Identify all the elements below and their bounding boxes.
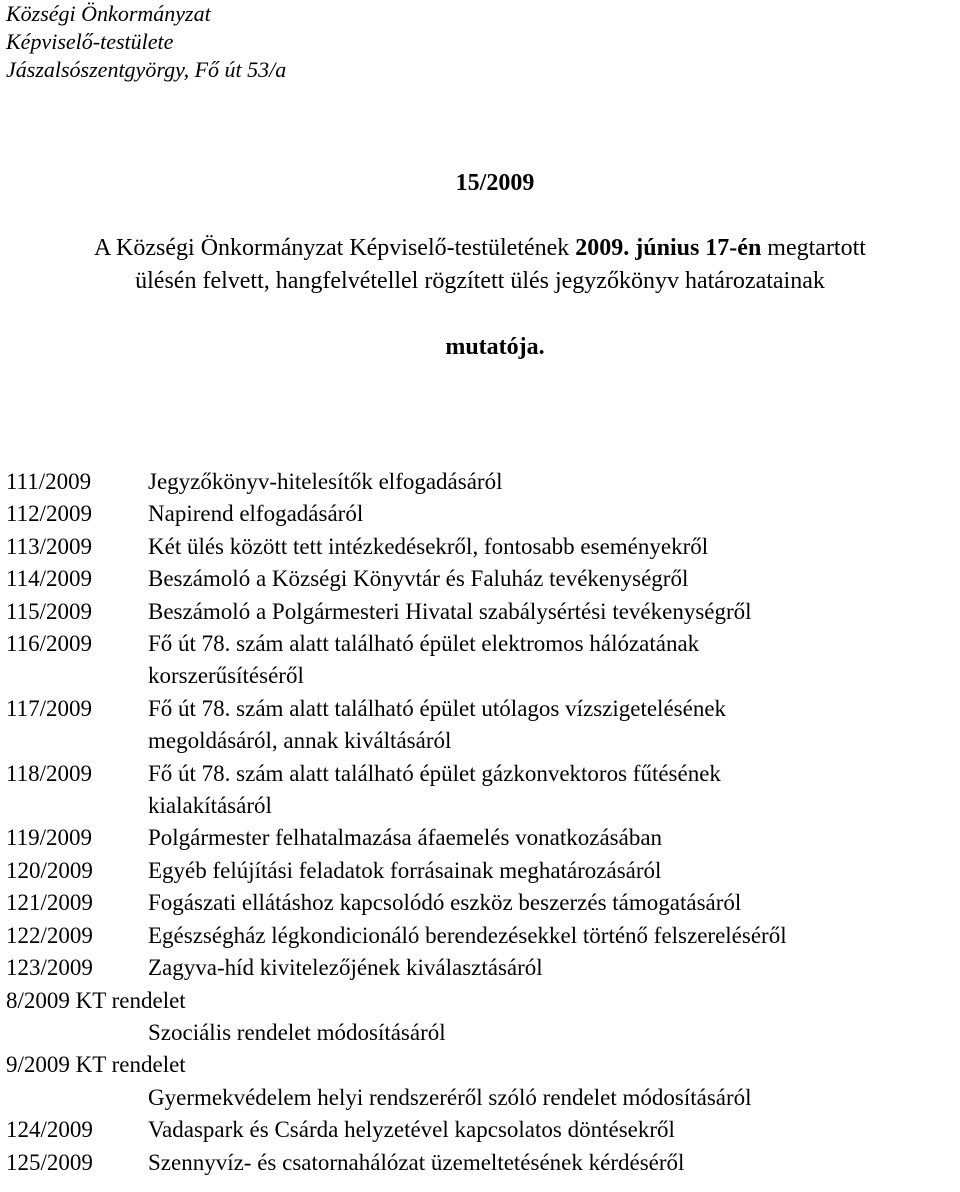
intro-line-1 xyxy=(0,232,960,265)
resolution-title: Fő út 78. szám alatt található épület elektromos hálózatának xyxy=(148,631,700,657)
resolution-code: 111/2009 xyxy=(6,469,92,494)
resolution-row xyxy=(6,693,956,725)
decree-code: 9/2009 KT rendelet xyxy=(6,1052,186,1078)
resolution-title: Egészségház légkondicionáló berendezésekkel történő felszereléséről xyxy=(148,922,787,948)
resolution-row xyxy=(6,1147,956,1179)
resolution-title-continued: kialakításáról xyxy=(148,793,272,819)
resolution-row xyxy=(6,628,956,660)
decree-code: 8/2009 KT rendelet xyxy=(6,987,186,1013)
intro-part-2: megtartott xyxy=(761,235,866,261)
resolution-title: Egyéb felújítási feladatok forrásainak meghatározásáról xyxy=(148,857,662,883)
resolution-row xyxy=(6,596,956,628)
document-subtitle: mutatója. xyxy=(445,334,545,360)
resolution-row xyxy=(6,563,956,595)
resolution-title: Polgármester felhatalmazása áfaemelés vonatkozásában xyxy=(148,825,663,851)
resolution-code: 119/2009 xyxy=(6,825,93,851)
meeting-date: 2009. június 17-én xyxy=(575,235,762,261)
resolution-title: Két ülés között tett intézkedésekről, fontosabb eseményekről xyxy=(148,533,709,559)
resolution-row xyxy=(6,822,956,854)
issuer-name: Községi Önkormányzat xyxy=(6,1,211,26)
resolution-code: 120/2009 xyxy=(6,857,93,883)
resolution-code: 122/2009 xyxy=(6,922,93,948)
resolution-title: Fogászati ellátáshoz kapcsolódó eszköz beszerzés támogatásáról xyxy=(148,890,742,916)
resolution-title: Napirend elfogadásáról xyxy=(148,501,364,527)
resolution-title: Fő út 78. szám alatt található épület gázkonvektoros fűtésének xyxy=(148,760,721,786)
resolution-code: 125/2009 xyxy=(6,1149,93,1175)
resolution-row xyxy=(6,920,956,952)
resolution-code: 113/2009 xyxy=(6,533,93,559)
issuer-body: Képviselő-testülete xyxy=(6,29,174,54)
resolution-title: Zagyva-híd kivitelezőjének kiválasztásáról xyxy=(148,955,543,981)
resolution-row xyxy=(6,531,956,563)
resolution-title: Beszámoló a Községi Könyvtár és Faluház tevékenységről xyxy=(148,566,689,592)
resolution-index xyxy=(6,466,956,1179)
resolution-row xyxy=(6,1114,956,1146)
resolution-code: 112/2009 xyxy=(6,501,93,527)
resolution-code: 123/2009 xyxy=(6,955,93,981)
resolution-title: Szennyvíz- és csatornahálózat üzemeltetésének kérdéséről xyxy=(148,1149,685,1175)
resolution-row xyxy=(6,855,956,887)
resolution-code: 114/2009 xyxy=(6,566,93,592)
resolution-row xyxy=(6,466,956,498)
resolution-title: Beszámoló a Polgármesteri Hivatal szabálysértési tevékenységről xyxy=(148,598,752,624)
resolution-code: 116/2009 xyxy=(6,631,93,657)
resolution-row xyxy=(6,952,956,984)
intro-part-1: A Községi Önkormányzat Képviselő-testületének xyxy=(94,235,576,261)
resolution-title: Jegyzőkönyv-hitelesítők elfogadásáról xyxy=(148,469,503,494)
resolution-code: 121/2009 xyxy=(6,890,93,916)
decree-title: Szociális rendelet módosításáról xyxy=(148,1019,446,1045)
resolution-row xyxy=(6,758,956,790)
document-number: 15/2009 xyxy=(455,170,535,196)
document-intro xyxy=(0,232,960,298)
issuer-header xyxy=(6,0,286,84)
issuer-address: Jászalsószentgyörgy, Fő út 53/a xyxy=(6,57,287,82)
intro-line-2: ülésén felvett, hangfelvétellel rögzített ülés jegyzőkönyv határozatainak xyxy=(135,268,825,294)
resolution-row xyxy=(6,887,956,919)
resolution-title: Vadaspark és Csárda helyzetével kapcsolatos döntésekről xyxy=(148,1117,675,1143)
resolution-title: Fő út 78. szám alatt található épület utólagos vízszigetelésének xyxy=(148,695,727,721)
resolution-code: 124/2009 xyxy=(6,1117,93,1143)
resolution-code: 118/2009 xyxy=(6,760,93,786)
resolution-code: 115/2009 xyxy=(6,598,93,624)
resolution-row xyxy=(6,498,956,530)
resolution-title-continued: korszerűsítéséről xyxy=(148,663,304,689)
decree-title: Gyermekvédelem helyi rendszeréről szóló rendelet módosításáról xyxy=(148,1084,752,1110)
resolution-code: 117/2009 xyxy=(6,695,93,721)
resolution-title-continued: megoldásáról, annak kiváltásáról xyxy=(148,728,452,754)
